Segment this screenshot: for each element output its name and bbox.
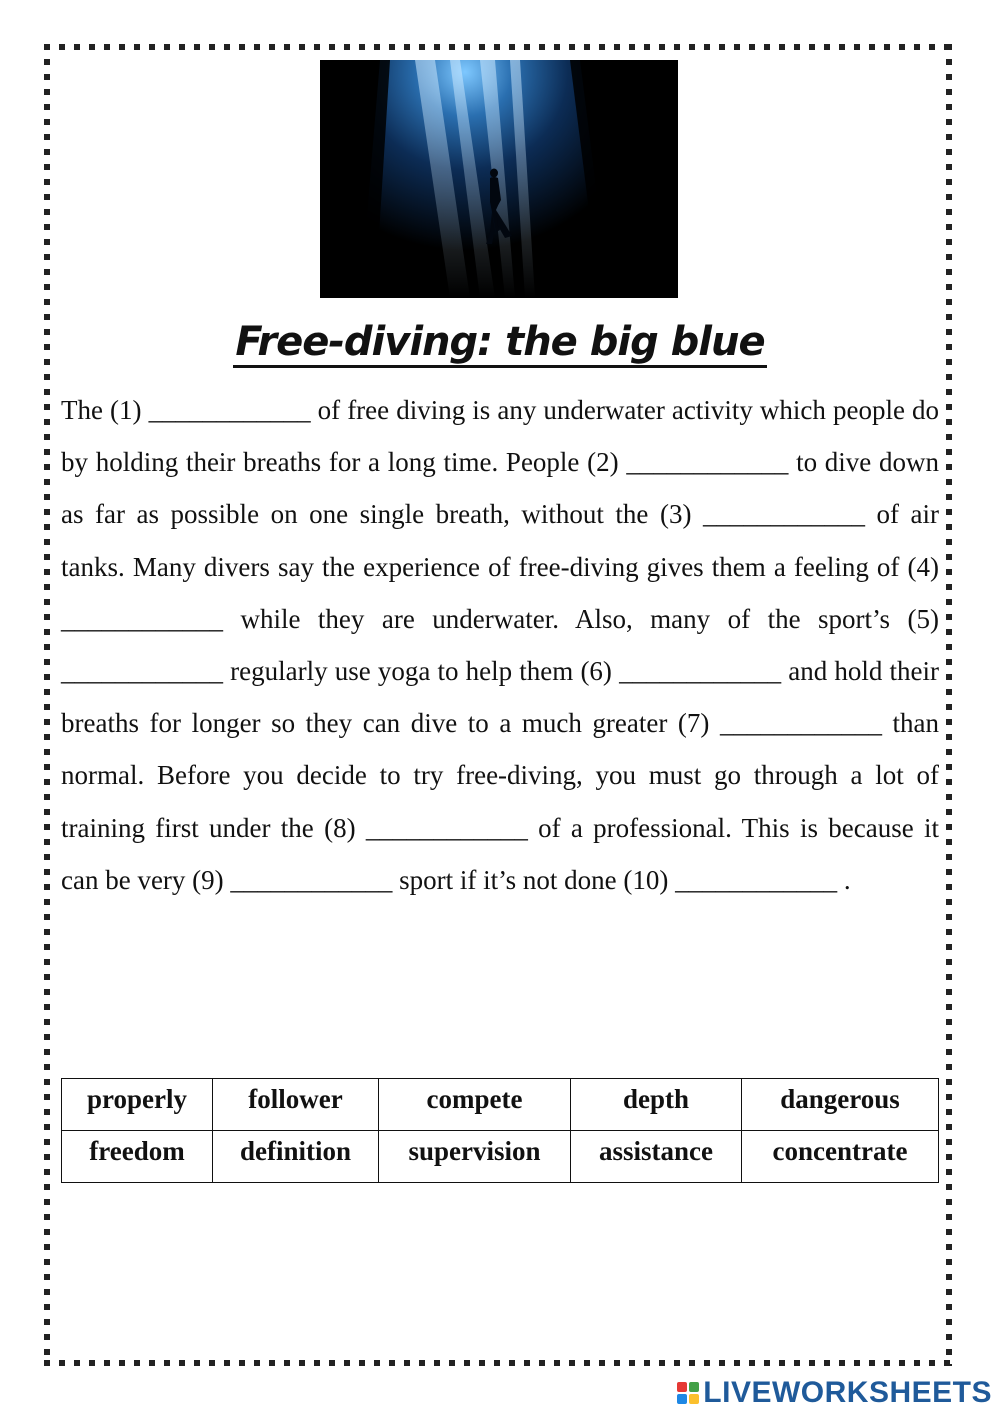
word-bank-cell: concentrate — [742, 1131, 939, 1183]
gap-fill-passage: The (1) ____________ of free diving is any underwater activity which people do by holding their breaths for a long time. People (2) ____________ to dive down as far as possible on one single breath, without the (3) ____________ of air tanks. Many divers say the experience of free-diving gives them a feeling of (4) ____________ while they are underwater. Also, many of the sport’s (5) ____________ regularly use yoga to help them (6) ____________ and hold their breaths for longer so they can dive to a much greater (7) ____________ than normal. Before you decide to try free-diving, you must go through a lot of training first under the (8) ____________ of a professional. This is because it can be very (9) ____________ sport if it’s not done (10) ____________ . — [61, 395, 939, 895]
word-bank-cell: assistance — [571, 1131, 742, 1183]
word-bank-cell: dangerous — [742, 1079, 939, 1131]
logo-square — [689, 1382, 699, 1392]
logo-square — [677, 1382, 687, 1392]
logo-square — [677, 1394, 687, 1404]
word-bank-cell: properly — [62, 1079, 213, 1131]
word-bank-row — [62, 1079, 939, 1131]
word-bank-cell: supervision — [379, 1131, 571, 1183]
logo-square — [689, 1394, 699, 1404]
word-bank-cell: freedom — [62, 1131, 213, 1183]
word-bank-cell: compete — [379, 1079, 571, 1131]
word-bank-cell: follower — [213, 1079, 379, 1131]
logo-text: LIVEWORKSHEETS — [703, 1376, 992, 1409]
liveworksheets-logo[interactable] — [677, 1376, 992, 1410]
word-bank-cell: definition — [213, 1131, 379, 1183]
word-bank-row — [62, 1131, 939, 1183]
logo-grid-icon — [677, 1382, 699, 1404]
word-bank-cell: depth — [571, 1079, 742, 1131]
free-diver-photo — [320, 60, 678, 298]
word-bank-table — [61, 1078, 939, 1183]
worksheet-title: Free-diving: the big blue — [0, 318, 1000, 366]
